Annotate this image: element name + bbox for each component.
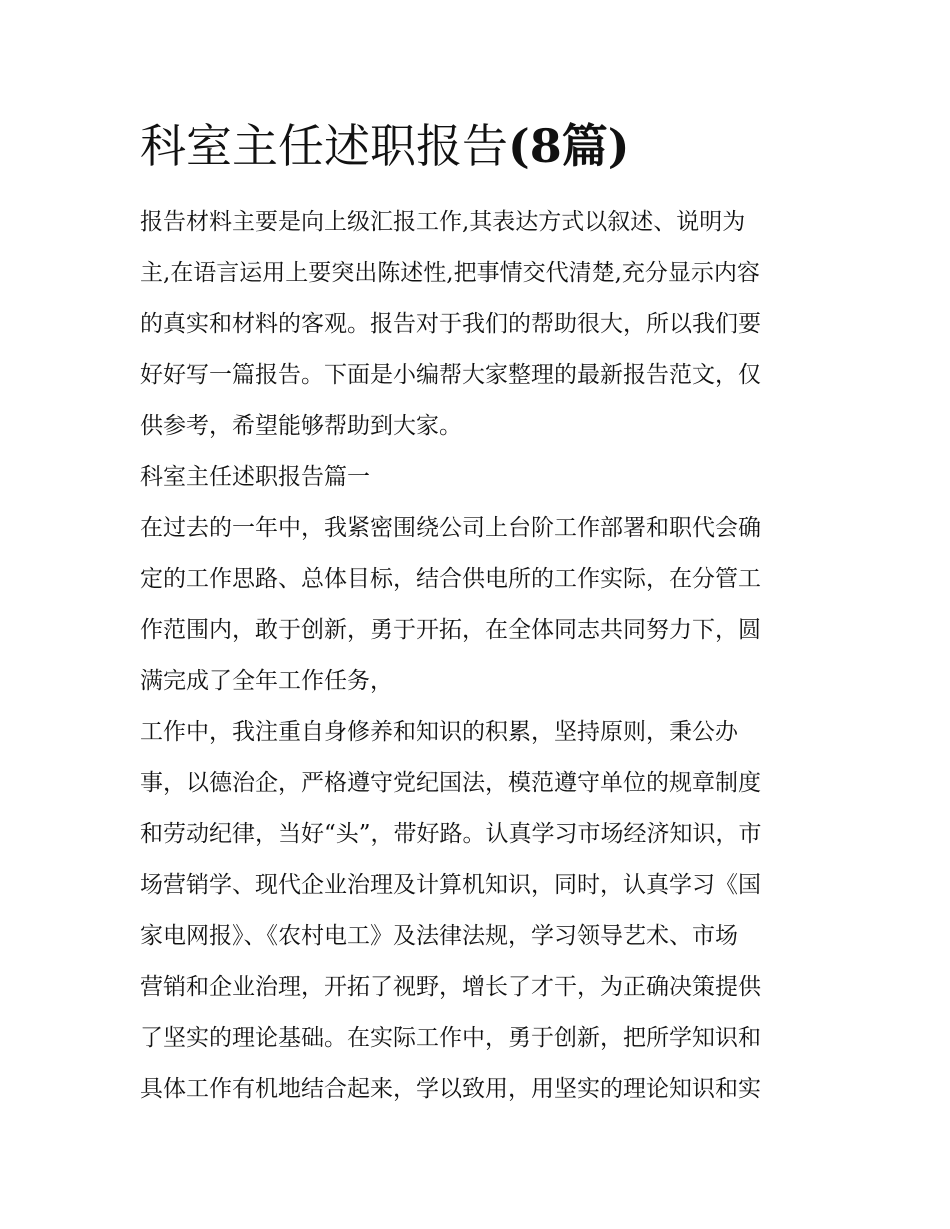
body-line: 在过去的一年中，我紧密围绕公司上台阶工作部署和职代会确 (140, 515, 761, 541)
body-line: 的真实和材料的客观。报告对于我们的帮助很大，所以我们要 (140, 311, 761, 337)
body-line: 报告材料主要是向上级汇报工作,其表达方式以叙述、说明为 (140, 209, 746, 235)
title-paren: (8篇) (508, 119, 630, 173)
body-line: 家电网报》、《农村电工》及法律法规，学习领导艺术、市场 (140, 923, 738, 949)
section-heading: 科室主任述职报告篇一 (140, 464, 370, 490)
body-line: 满完成了全年工作任务， (140, 668, 393, 694)
document-title (140, 116, 630, 176)
body-line: 营销和企业治理，开拓了视野，增长了才干，为正确决策提供 (140, 974, 761, 1000)
body-line: 好好写一篇报告。下面是小编帮大家整理的最新报告范文，仅 (140, 362, 761, 388)
body-line: 主,在语言运用上要突出陈述性,把事情交代清楚,充分显示内容 (140, 260, 760, 286)
body-line: 了坚实的理论基础。在实际工作中，勇于创新，把所学知识和 (140, 1025, 761, 1051)
body-line: 工作中，我注重自身修养和知识的积累，坚持原则，秉公办 (140, 719, 738, 745)
title-main: 科室主任述职报告 (140, 119, 508, 173)
body-line: 供参考，希望能够帮助到大家。 (140, 413, 462, 439)
body-line: 具体工作有机地结合起来，学以致用，用坚实的理论知识和实 (140, 1076, 761, 1102)
body-line: 定的工作思路、总体目标，结合供电所的工作实际，在分管工 (140, 566, 761, 592)
body-line: 事，以德治企，严格遵守党纪国法，模范遵守单位的规章制度 (140, 770, 761, 796)
body-line: 场营销学、现代企业治理及计算机知识，同时，认真学习《国 (140, 872, 761, 898)
body-line: 和劳动纪律，当好“头”，带好路。认真学习市场经济知识，市 (140, 821, 762, 847)
body-line: 作范围内，敢于创新，勇于开拓，在全体同志共同努力下，圆 (140, 617, 761, 643)
